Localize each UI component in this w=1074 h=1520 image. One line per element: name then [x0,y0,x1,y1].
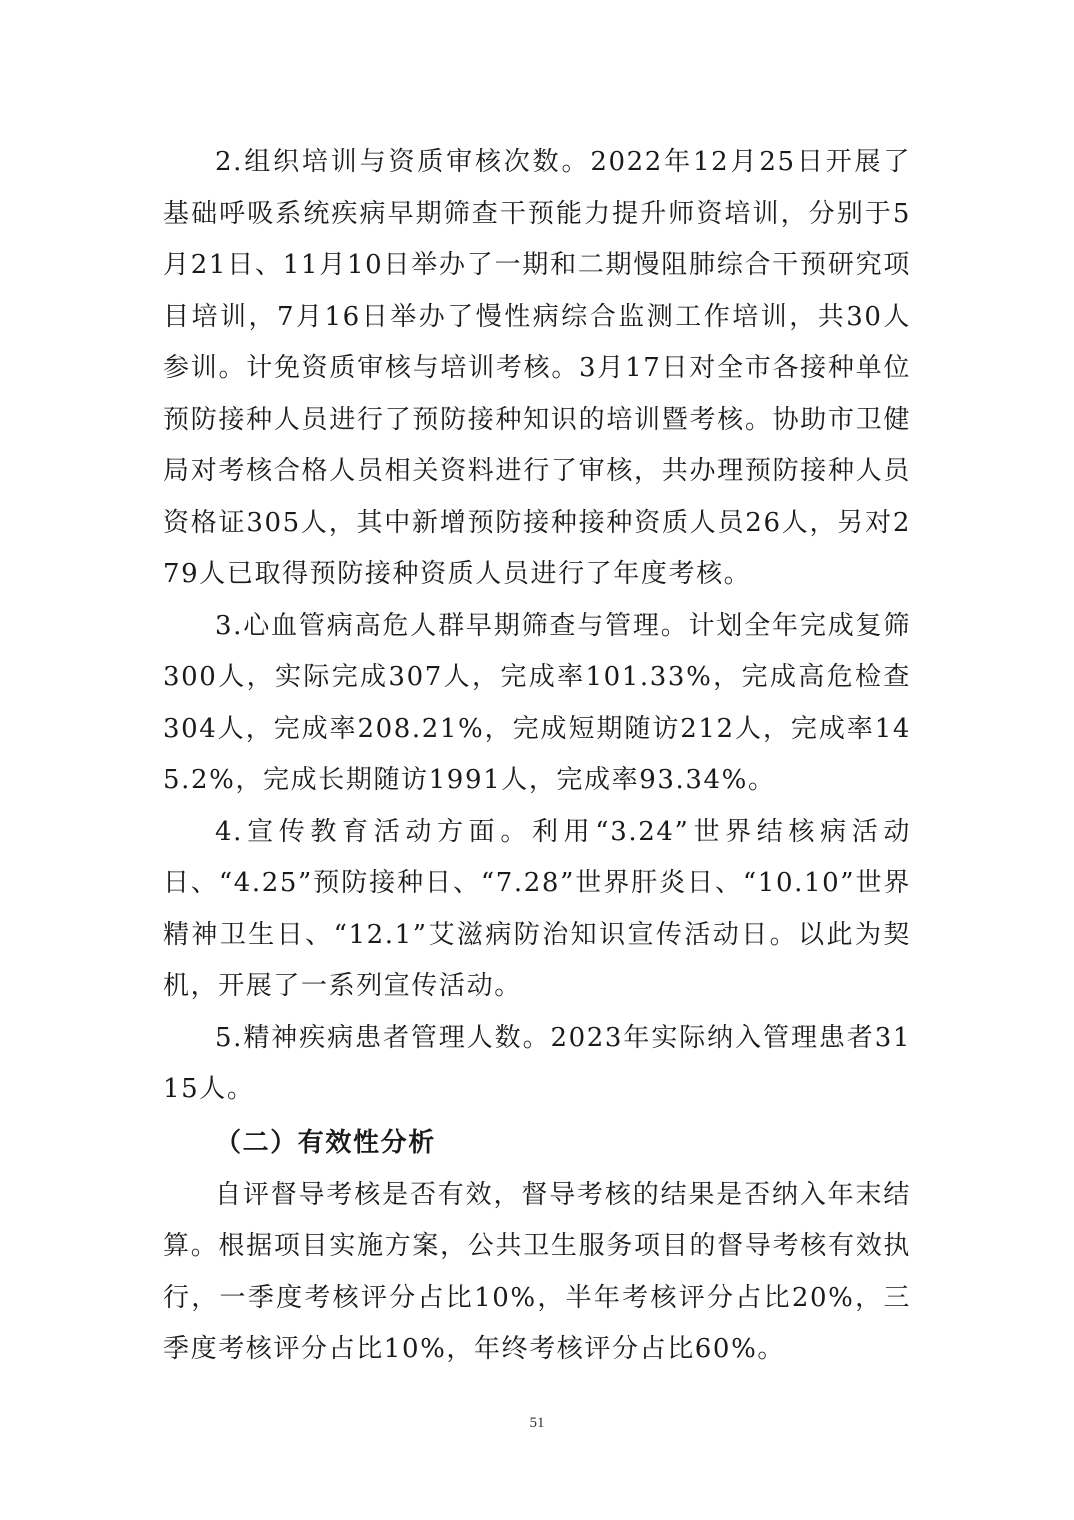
document-body [163,137,911,1376]
paragraph-cardiovascular-screening: 3.心血管病高危人群早期筛查与管理。计划全年完成复筛300人，实际完成307人，完成率101.33%，完成高危检查304人，完成率208.21%，完成短期随访212人，完成率145.2%，完成长期随访1991人，完成率93.34%。 [163,610,911,795]
section-heading-effectiveness: （二）有效性分析 [215,1127,436,1158]
page-number: 51 [529,1415,545,1431]
paragraph-publicity-education: 4.宣传教育活动方面。利用“3.24”世界结核病活动日、“4.25”预防接种日、“7.28”世界肝炎日、“10.10”世界精神卫生日、“12.1”艾滋病防治知识宣传活动日。以此为契机，开展了一系列宣传活动。 [163,816,911,1001]
paragraph-training-qualification: 2.组织培训与资质审核次数。2022年12月25日开展了基础呼吸系统疾病早期筛查干预能力提升师资培训，分别于5月21日、11月10日举办了一期和二期慢阻肺综合干预研究项目培训，7月16日举办了慢性病综合监测工作培训，共30人参训。计免资质审核与培训考核。3月17日对全市各接种单位预防接种人员进行了预防接种知识的培训暨考核。协助市卫健局对考核合格人员相关资料进行了审核，共办理预防接种人员资格证305人，其中新增预防接种接种资质人员26人，另对279人已取得预防接种资质人员进行了年度考核。 [163,147,911,589]
paragraph-mental-illness-management: 5.精神疾病患者管理人数。2023年实际纳入管理患者3115人。 [163,1022,911,1104]
paragraph-effectiveness-analysis: 自评督导考核是否有效，督导考核的结果是否纳入年末结算。根据项目实施方案，公共卫生服务项目的督导考核有效执行，一季度考核评分占比10%，半年考核评分占比20%，三季度考核评分占比10%，年终考核评分占比60%。 [163,1179,911,1364]
